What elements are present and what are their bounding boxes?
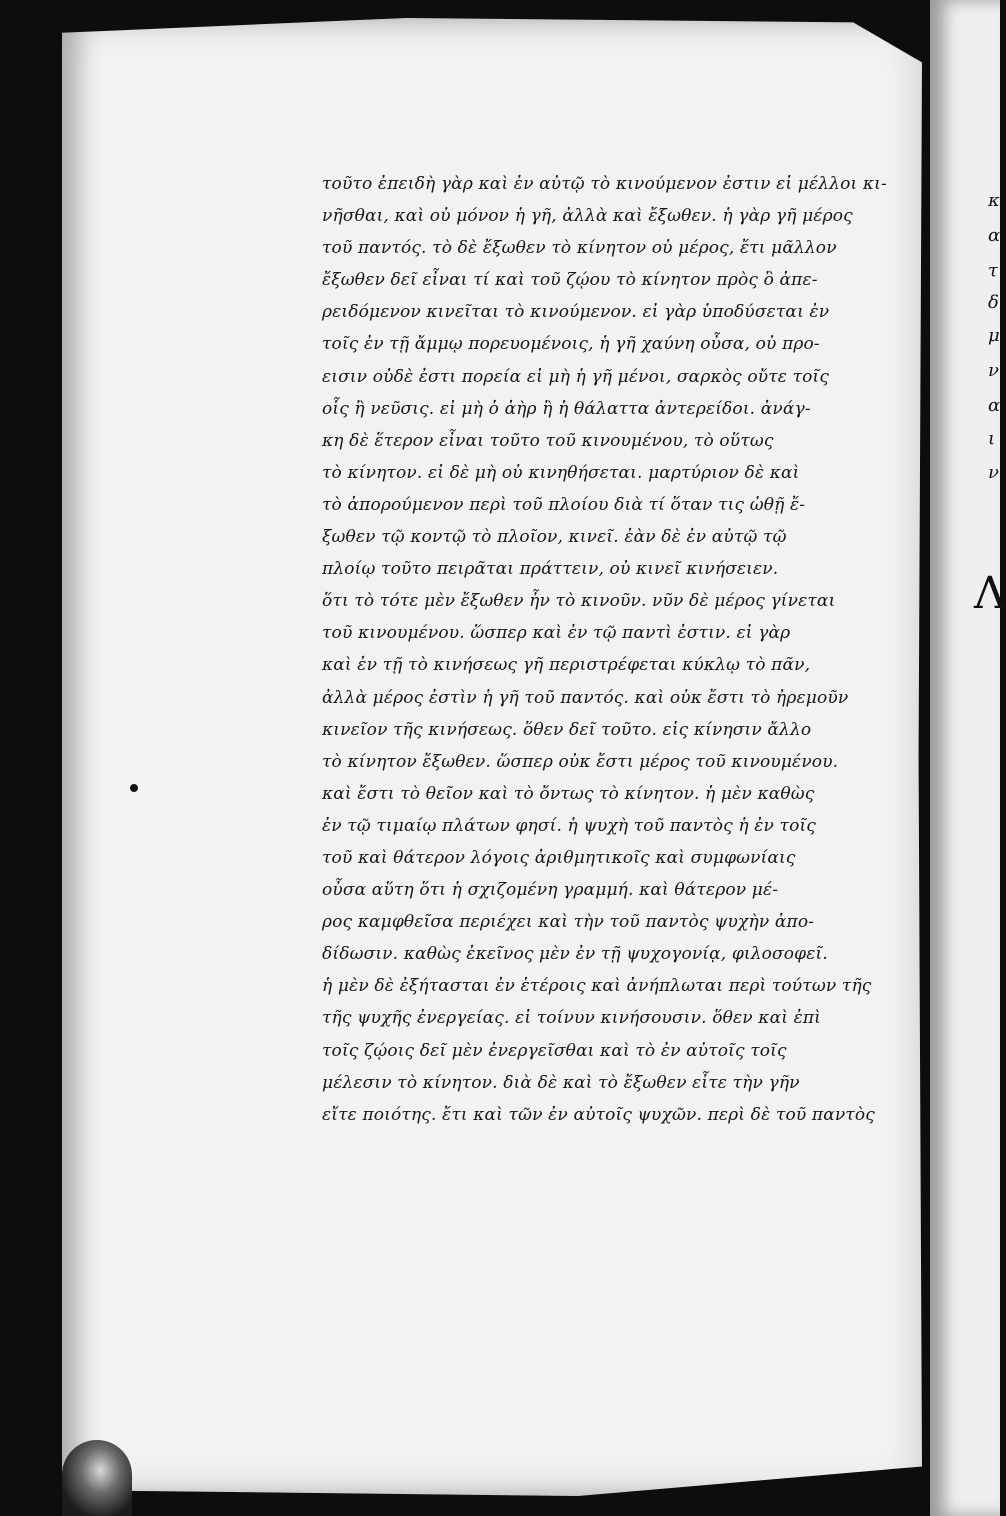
manuscript-line: κινεῖον τῆς κινήσεως. ὅθεν δεῖ τοῦτο. εἰς κίνησιν ἄλλο — [322, 719, 812, 740]
manuscript-line: εἴτε ποιότης. ἔτι καὶ τῶν ἐν αὐτοῖς ψυχῶν. περὶ δὲ τοῦ παντὸς — [322, 1104, 875, 1125]
facing-page-letter: ν — [988, 462, 999, 483]
manuscript-line: ἔξωθεν δεῖ εἶναι τί καὶ τοῦ ζῴου τὸ κίνητον πρὸς ὃ ἀπε- — [322, 270, 818, 291]
manuscript-line: ὅτι τὸ τότε μὲν ἔξωθεν ἦν τὸ κινοῦν. νῦν δὲ μέρος γίνεται — [322, 591, 836, 612]
manuscript-line: ἡ μὲν δὲ ἐξήτασται ἐν ἑτέροις καὶ ἀνήπλωται περὶ τούτων τῆς — [322, 976, 872, 997]
manuscript-line: τὸ κίνητον. εἰ δὲ μὴ οὐ κινηθήσεται. μαρτύριον δὲ καὶ — [322, 462, 800, 483]
manuscript-text-block — [322, 168, 887, 1131]
manuscript-line: καὶ ἔστι τὸ θεῖον καὶ τὸ ὄντως τὸ κίνητον. ἡ μὲν καθὼς — [322, 783, 815, 804]
ink-blot — [130, 784, 138, 792]
manuscript-line: ξωθεν τῷ κοντῷ τὸ πλοῖον, κινεῖ. ἐὰν δὲ ἐν αὐτῷ τῷ — [322, 527, 787, 548]
manuscript-line: ἐν τῷ τιμαίῳ πλάτων φησί. ἡ ψυχὴ τοῦ παντὸς ἡ ἐν τοῖς — [322, 815, 816, 836]
facing-page-letter: τ — [988, 260, 998, 281]
manuscript-line: κη δὲ ἕτερον εἶναι τοῦτο τοῦ κινουμένου, τὸ οὕτως — [322, 430, 774, 451]
facing-page-letter: ι — [988, 428, 996, 449]
facing-page-letter: α — [988, 395, 1001, 416]
facing-page-letter: μ — [988, 325, 1000, 346]
facing-page-letter: α — [988, 225, 1001, 246]
facing-page-initial: Λ — [974, 568, 1006, 619]
manuscript-line: καὶ ἐν τῇ τὸ κινήσεως γῆ περιστρέφεται κύκλῳ τὸ πᾶν, — [322, 655, 811, 676]
manuscript-line: οἷς ἢ νεῦσις. εἰ μὴ ὁ ἀὴρ ἢ ἡ θάλαττα ἀντερείδοι. ἀνάγ- — [322, 398, 811, 419]
manuscript-line: οὖσα αὕτη ὅτι ἡ σχιζομένη γραμμή. καὶ θάτερον μέ- — [322, 880, 779, 901]
facing-page-letter: κ — [988, 190, 1000, 211]
facing-page-margin-letters — [930, 0, 1000, 1516]
manuscript-line: τοῦ παντός. τὸ δὲ ἔξωθεν τὸ κίνητον οὐ μέρος, ἔτι μᾶλλον — [322, 238, 837, 259]
manuscript-line: τὸ κίνητον ἔξωθεν. ὥσπερ οὐκ ἔστι μέρος τοῦ κινουμένου. — [322, 751, 839, 772]
manuscript-line: δίδωσιν. καθὼς ἐκεῖνος μὲν ἐν τῇ ψυχογονίᾳ, φιλοσοφεῖ. — [322, 944, 828, 965]
facing-page-letter: ν — [988, 360, 999, 381]
manuscript-line: ρος καμφθεῖσα περιέχει καὶ τὴν τοῦ παντὸς ψυχὴν ἀπο- — [322, 912, 815, 933]
manuscript-line: τοῖς ἐν τῇ ἄμμῳ πορευομένοις, ἡ γῆ χαύνη οὖσα, οὐ προ- — [322, 334, 820, 355]
manuscript-line: ἀλλὰ μέρος ἐστὶν ἡ γῆ τοῦ παντός. καὶ οὐκ ἔστι τὸ ἠρεμοῦν — [322, 687, 849, 708]
manuscript-line: μέλεσιν τὸ κίνητον. διὰ δὲ καὶ τὸ ἔξωθεν εἶτε τὴν γῆν — [322, 1072, 800, 1093]
holder-thumb — [62, 1440, 132, 1516]
manuscript-line: τοῦτο ἐπειδὴ γὰρ καὶ ἐν αὐτῷ τὸ κινούμενον ἐστιν εἰ μέλλοι κι- — [322, 174, 887, 194]
manuscript-line: τὸ ἀπορούμενον περὶ τοῦ πλοίου διὰ τί ὅταν τις ὠθῇ ἔ- — [322, 494, 806, 515]
manuscript-line: πλοίῳ τοῦτο πειρᾶται πράττειν, οὐ κινεῖ κινήσειεν. — [322, 559, 779, 580]
facing-page-letter: δ — [988, 292, 999, 313]
facing-page-edge — [930, 0, 1006, 1516]
manuscript-line: τοῦ καὶ θάτερον λόγοις ἀριθμητικοῖς καὶ συμφωνίαις — [322, 847, 796, 868]
manuscript-line: τοῖς ζῴοις δεῖ μὲν ἐνεργεῖσθαι καὶ τὸ ἐν αὐτοῖς τοῖς — [322, 1040, 787, 1061]
manuscript-line: νῆσθαι, καὶ οὐ μόνον ἡ γῆ, ἀλλὰ καὶ ἔξωθεν. ἡ γὰρ γῆ μέρος — [322, 206, 853, 227]
manuscript-line: ρειδόμενον κινεῖται τὸ κινούμενον. εἰ γὰρ ὑποδύσεται ἐν — [322, 302, 830, 323]
manuscript-line: τοῦ κινουμένου. ὥσπερ καὶ ἐν τῷ παντὶ ἐστιν. εἰ γὰρ — [322, 623, 791, 644]
manuscript-line: τῆς ψυχῆς ἐνεργείας. εἰ τοίνυν κινήσουσιν. ὅθεν καὶ ἐπὶ — [322, 1008, 821, 1029]
manuscript-line: εισιν οὐδὲ ἐστι πορεία εἰ μὴ ἡ γῆ μένοι, σαρκὸς οὔτε τοῖς — [322, 366, 830, 387]
